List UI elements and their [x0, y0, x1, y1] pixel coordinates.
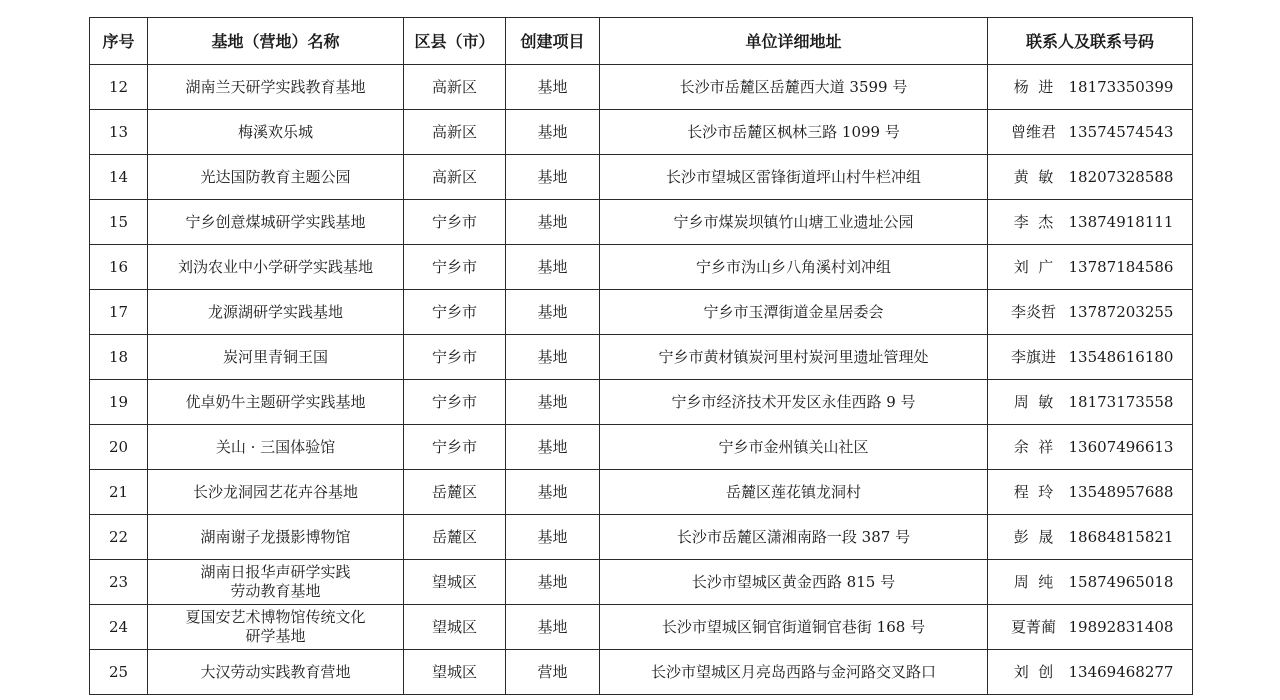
cell-project: 基地	[506, 200, 600, 245]
cell-seq: 14	[90, 155, 148, 200]
cell-district: 宁乡市	[404, 380, 506, 425]
cell-name: 龙源湖研学实践基地	[148, 290, 404, 335]
cell-seq: 24	[90, 605, 148, 650]
contact-phone: 18207328588	[1068, 167, 1174, 186]
cell-address: 宁乡市煤炭坝镇竹山塘工业遗址公园	[600, 200, 988, 245]
cell-contact	[988, 65, 1193, 110]
contact-phone: 13469468277	[1068, 662, 1174, 681]
cell-district: 高新区	[404, 110, 506, 155]
table-row	[90, 335, 1193, 380]
contact-name: 刘 广	[1013, 257, 1054, 276]
cell-name: 刘沩农业中小学研学实践基地	[148, 245, 404, 290]
cell-district: 望城区	[404, 560, 506, 605]
cell-contact	[988, 380, 1193, 425]
cell-contact	[988, 200, 1193, 245]
cell-seq: 12	[90, 65, 148, 110]
cell-project: 基地	[506, 110, 600, 155]
cell-address: 宁乡市黄材镇炭河里村炭河里遗址管理处	[600, 335, 988, 380]
cell-seq: 16	[90, 245, 148, 290]
cell-district: 宁乡市	[404, 290, 506, 335]
cell-name: 大汉劳动实践教育营地	[148, 650, 404, 695]
contact-name: 夏菁蔺	[1010, 617, 1056, 636]
contact-name: 余 祥	[1013, 437, 1054, 456]
cell-project: 营地	[506, 650, 600, 695]
table-body	[90, 65, 1193, 695]
contact-phone: 13607496613	[1068, 437, 1174, 456]
cell-contact	[988, 290, 1193, 335]
contact-name: 曾维君	[1010, 122, 1056, 141]
table-row	[90, 560, 1193, 605]
cell-address: 长沙市岳麓区岳麓西大道 3599 号	[600, 65, 988, 110]
cell-project: 基地	[506, 290, 600, 335]
cell-name: 湖南日报华声研学实践 劳动教育基地	[148, 560, 404, 605]
cell-contact	[988, 515, 1193, 560]
contact-name: 李炎哲	[1010, 302, 1056, 321]
cell-project: 基地	[506, 425, 600, 470]
cell-address: 长沙市岳麓区枫林三路 1099 号	[600, 110, 988, 155]
cell-project: 基地	[506, 245, 600, 290]
cell-district: 宁乡市	[404, 335, 506, 380]
cell-district: 高新区	[404, 65, 506, 110]
cell-address: 宁乡市金州镇关山社区	[600, 425, 988, 470]
cell-name: 湖南兰天研学实践教育基地	[148, 65, 404, 110]
contact-phone: 13787184586	[1068, 257, 1174, 276]
cell-address: 长沙市望城区黄金西路 815 号	[600, 560, 988, 605]
table-row	[90, 290, 1193, 335]
cell-project: 基地	[506, 380, 600, 425]
contact-phone: 13787203255	[1068, 302, 1174, 321]
base-list-table	[89, 17, 1193, 695]
cell-contact	[988, 245, 1193, 290]
cell-district: 宁乡市	[404, 200, 506, 245]
header-address: 单位详细地址	[600, 18, 988, 65]
table-row	[90, 155, 1193, 200]
table-row	[90, 200, 1193, 245]
table-row	[90, 605, 1193, 650]
cell-district: 宁乡市	[404, 425, 506, 470]
cell-name: 梅溪欢乐城	[148, 110, 404, 155]
table-row	[90, 65, 1193, 110]
cell-contact	[988, 425, 1193, 470]
cell-address: 长沙市岳麓区潇湘南路一段 387 号	[600, 515, 988, 560]
cell-address: 岳麓区莲花镇龙洞村	[600, 470, 988, 515]
cell-seq: 15	[90, 200, 148, 245]
table-row	[90, 245, 1193, 290]
contact-name: 周 纯	[1013, 572, 1054, 591]
cell-seq: 19	[90, 380, 148, 425]
table-row	[90, 470, 1193, 515]
cell-contact	[988, 470, 1193, 515]
cell-name: 宁乡创意煤城研学实践基地	[148, 200, 404, 245]
contact-phone: 13574574543	[1068, 122, 1174, 141]
cell-name: 夏国安艺术博物馆传统文化 研学基地	[148, 605, 404, 650]
cell-seq: 13	[90, 110, 148, 155]
contact-phone: 13548957688	[1068, 482, 1174, 501]
contact-phone: 18684815821	[1068, 527, 1174, 546]
cell-contact	[988, 605, 1193, 650]
cell-district: 望城区	[404, 650, 506, 695]
contact-name: 程 玲	[1013, 482, 1054, 501]
cell-contact	[988, 155, 1193, 200]
cell-address: 宁乡市沩山乡八角溪村刘冲组	[600, 245, 988, 290]
header-district: 区县（市）	[404, 18, 506, 65]
cell-project: 基地	[506, 470, 600, 515]
cell-project: 基地	[506, 155, 600, 200]
cell-contact	[988, 650, 1193, 695]
cell-contact	[988, 335, 1193, 380]
header-seq: 序号	[90, 18, 148, 65]
cell-contact	[988, 110, 1193, 155]
contact-name: 刘 创	[1013, 662, 1054, 681]
cell-district: 岳麓区	[404, 470, 506, 515]
cell-district: 宁乡市	[404, 245, 506, 290]
table-row	[90, 425, 1193, 470]
cell-name: 关山 · 三国体验馆	[148, 425, 404, 470]
cell-address: 宁乡市玉潭街道金星居委会	[600, 290, 988, 335]
cell-project: 基地	[506, 605, 600, 650]
cell-name: 优卓奶牛主题研学实践基地	[148, 380, 404, 425]
contact-phone: 13874918111	[1068, 212, 1174, 231]
contact-phone: 15874965018	[1068, 572, 1174, 591]
contact-name: 杨 进	[1013, 77, 1054, 96]
cell-district: 望城区	[404, 605, 506, 650]
cell-project: 基地	[506, 515, 600, 560]
contact-phone: 18173350399	[1068, 77, 1174, 96]
cell-name: 湖南谢子龙摄影博物馆	[148, 515, 404, 560]
contact-name: 李 杰	[1013, 212, 1054, 231]
header-name: 基地（营地）名称	[148, 18, 404, 65]
cell-seq: 22	[90, 515, 148, 560]
contact-phone: 18173173558	[1068, 392, 1174, 411]
contact-phone: 13548616180	[1068, 347, 1174, 366]
cell-project: 基地	[506, 335, 600, 380]
table-row	[90, 380, 1193, 425]
contact-name: 周 敏	[1013, 392, 1054, 411]
cell-project: 基地	[506, 65, 600, 110]
cell-seq: 21	[90, 470, 148, 515]
cell-seq: 18	[90, 335, 148, 380]
cell-district: 岳麓区	[404, 515, 506, 560]
cell-address: 长沙市望城区铜官街道铜官巷街 168 号	[600, 605, 988, 650]
contact-name: 彭 晟	[1013, 527, 1054, 546]
cell-district: 高新区	[404, 155, 506, 200]
cell-address: 长沙市望城区雷锋街道坪山村牛栏冲组	[600, 155, 988, 200]
cell-project: 基地	[506, 560, 600, 605]
cell-name: 长沙龙洞园艺花卉谷基地	[148, 470, 404, 515]
cell-seq: 25	[90, 650, 148, 695]
cell-seq: 23	[90, 560, 148, 605]
header-contact: 联系人及联系号码	[988, 18, 1193, 65]
header-project: 创建项目	[506, 18, 600, 65]
cell-address: 宁乡市经济技术开发区永佳西路 9 号	[600, 380, 988, 425]
table-row	[90, 515, 1193, 560]
cell-name: 炭河里青铜王国	[148, 335, 404, 380]
table-header-row	[90, 18, 1193, 65]
contact-name: 李旗进	[1010, 347, 1056, 366]
cell-name: 光达国防教育主题公园	[148, 155, 404, 200]
table-row	[90, 650, 1193, 695]
table-row	[90, 110, 1193, 155]
cell-address: 长沙市望城区月亮岛西路与金河路交叉路口	[600, 650, 988, 695]
contact-phone: 19892831408	[1068, 617, 1174, 636]
cell-seq: 20	[90, 425, 148, 470]
cell-contact	[988, 560, 1193, 605]
contact-name: 黄 敏	[1013, 167, 1054, 186]
cell-seq: 17	[90, 290, 148, 335]
